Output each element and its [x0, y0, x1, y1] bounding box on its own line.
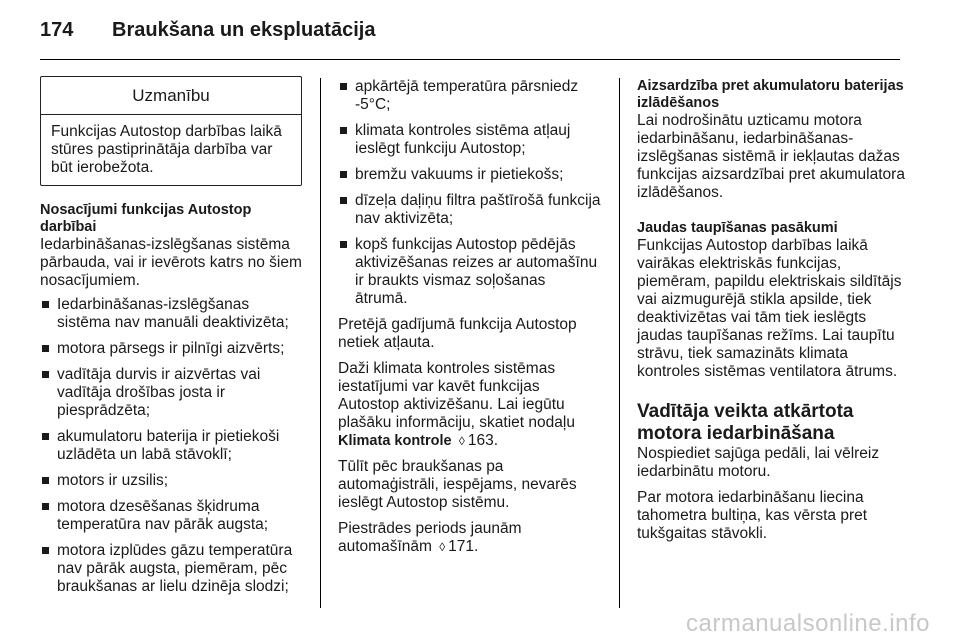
- column-1: [40, 72, 302, 596]
- column-2: [338, 78, 602, 556]
- section-title-conditions: Nosacījumi funkcijas Autostop darbībai: [40, 202, 252, 235]
- section-heading-restart: Vadītāja veikta atkārtota motora iedarbināšana: [637, 401, 854, 444]
- paragraph: Nospiediet sajūga pedāli, lai vēlreiz iedarbinātu motoru.: [637, 445, 880, 480]
- page-ref[interactable]: 171.: [448, 538, 479, 555]
- paragraph: Par motora iedarbināšanu liecina tahometra bultiņa, kas vērsta pret tukšgaitas stāvokli.: [637, 489, 868, 542]
- conditions-list-continued: [338, 78, 602, 308]
- list-item: motors ir uzsilis;: [40, 472, 302, 490]
- list-item: akumulatoru baterija ir pietiekoši uzlādēta un labā stāvoklī;: [40, 428, 302, 464]
- list-item: Iedarbināšanas-izslēgšanas sistēma nav manuāli deaktivizēta;: [40, 296, 302, 332]
- column-3: [637, 78, 905, 543]
- page-ref-icon: ◊: [458, 434, 465, 448]
- list-item: klimata kontroles sistēma atļauj ieslēgt funkciju Autostop;: [338, 122, 602, 158]
- page-ref-icon: ◊: [439, 540, 446, 554]
- paragraph: Funkcijas Autostop darbības laikā vairākas elektriskās funkcijas, piemēram, papildu elektriskais sildītājs vai aizmugurējā stikla apsilde, tiek deaktivizētas vai tām tiek ieslēgts jaudas taupīšanas režīms. Lai taupītu strāvu, tiek samazināts klimata kontroles sistēmas ventilatora ātrums.: [637, 237, 902, 380]
- list-item: motora dzesēšanas šķidruma temperatūra nav pārāk augsta;: [40, 498, 302, 534]
- list-item: motora pārsegs ir pilnīgi aizvērts;: [40, 340, 302, 358]
- link-climate-control[interactable]: Klimata kontrole: [338, 433, 452, 449]
- paragraph: Tūlīt pēc braukšanas pa automaģistrāli, iespējams, nevarēs ieslēgt Autostop sistēmu.: [338, 458, 577, 511]
- subheading-battery: Aizsardzība pret akumulatoru baterijas izlādēšanos: [637, 78, 904, 111]
- list-item: apkārtējā temperatūra pārsniedz -5°C;: [338, 78, 602, 114]
- header-rule: [40, 59, 900, 60]
- paragraph-text: Daži klimata kontroles sistēmas iestatījumi var kavēt funkcijas Autostop aktivizēšanu. Lai iegūtu plašāku informāciju, skatiet nodaļu: [338, 360, 575, 431]
- column-divider-right: [619, 78, 620, 608]
- list-item: kopš funkcijas Autostop pēdējās aktivizēšanas reizes ar automašīnu ir braukts vismaz soļošanas ātrumā.: [338, 236, 602, 308]
- paragraph-running-in: [338, 520, 602, 556]
- chapter-title: Braukšana un ekspluatācija: [112, 18, 376, 41]
- caution-title: Uzmanību: [41, 77, 301, 115]
- page-ref[interactable]: 163.: [467, 432, 499, 449]
- list-item: vadītāja durvis ir aizvērtas vai vadītāja drošības josta ir piesprādzēta;: [40, 366, 302, 420]
- caution-box: [40, 76, 302, 186]
- conditions-list: [40, 296, 302, 596]
- list-item: dīzeļa daļiņu filtra paštīrošā funkcija nav aktivizēta;: [338, 192, 602, 228]
- paragraph: Pretējā gadījumā funkcija Autostop netiek atļauta.: [338, 316, 577, 351]
- page-number: 174: [40, 18, 74, 41]
- paragraph: Lai nodrošinātu uzticamu motora iedarbināšanu, iedarbināšanas-izslēgšanas sistēmā ir iekļautas dažas funkcijas aizsardzībai pret akumulatora izlādēšanos.: [637, 112, 905, 201]
- watermark: carmanualsonline.info: [686, 610, 930, 637]
- list-item: bremžu vakuums ir pietiekošs;: [338, 166, 602, 184]
- list-item: motora izplūdes gāzu temperatūra nav pārāk augsta, piemēram, pēc braukšanas ar lielu dzinēja slodzi;: [40, 542, 302, 596]
- caution-body: Funkcijas Autostop darbības laikā stūres pastiprinātāja darbība var būt ierobežota.: [51, 123, 282, 176]
- column-divider-left: [320, 78, 321, 608]
- page-header: [40, 10, 930, 50]
- paragraph-text: Piestrādes periods jaunām automašīnām: [338, 520, 522, 555]
- conditions-intro: Iedarbināšanas-izslēgšanas sistēma pārbauda, vai ir ievērots katrs no šiem nosacījumiem.: [40, 236, 302, 289]
- paragraph-climate: [338, 360, 602, 450]
- subheading-power-saving: Jaudas taupīšanas pasākumi: [637, 220, 838, 236]
